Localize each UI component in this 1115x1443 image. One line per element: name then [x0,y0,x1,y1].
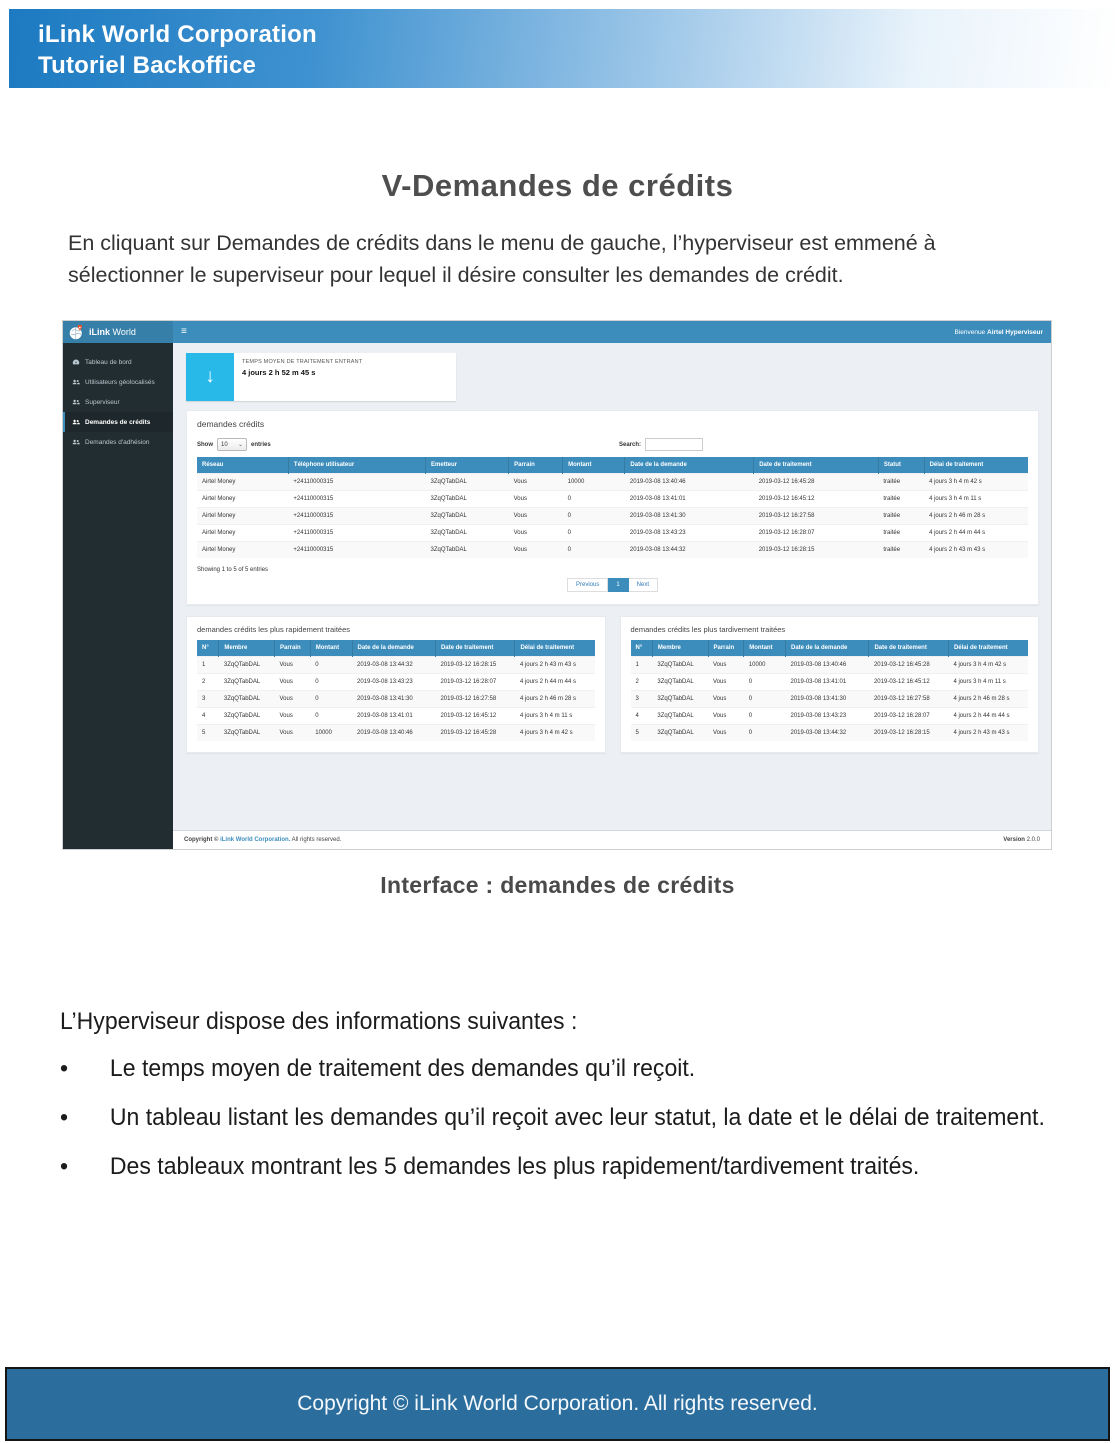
cell: 0 [744,674,786,691]
cell: 4 jours 2 h 43 m 43 s [515,657,595,674]
cell: 3ZqQTabDAL [219,674,275,691]
cell: 0 [744,708,786,725]
page-1-button[interactable]: 1 [608,578,628,592]
cell: 4 jours 3 h 4 m 42 s [924,474,1028,491]
cell: 2019-03-12 16:45:12 [869,674,949,691]
brand-name: iLink World [89,327,136,337]
cell: 4 jours 2 h 44 m 44 s [924,525,1028,542]
search-label: Search: [618,441,641,448]
header-cell[interactable]: Emetteur [426,457,509,474]
cell: 3ZqQTabDAL [652,657,708,674]
cell: 4 jours 2 h 43 m 43 s [948,725,1028,742]
table-row [197,525,1028,542]
slowest-processed-table [631,640,1029,741]
header-cell[interactable]: Date de la demande [625,457,754,474]
content-area [173,343,1051,849]
figure-caption: Interface : demandes de crédits [380,872,735,898]
cell: 4 jours 3 h 4 m 11 s [924,491,1028,508]
ilink-corporation-link[interactable]: iLink World Corporation. [220,837,291,843]
cell: 10000 [744,657,786,674]
cell: 2019-03-08 13:40:46 [352,725,435,742]
cell: Airtel Money [197,542,288,559]
panel-title: demandes crédits les plus tardivement traitées [630,625,786,634]
table-row [197,491,1028,508]
table-row [631,725,1029,742]
cell: 3ZqQTabDAL [426,542,509,559]
infobox-label: TEMPS MOYEN DE TRAITEMENT ENTRANT [242,359,363,365]
header-cell[interactable]: Membre [652,640,708,657]
slowest-processed-panel [620,616,1040,753]
cell: 0 [563,508,625,525]
table-row [631,691,1029,708]
down-arrow-icon: ↓ [186,353,234,401]
cell: 2019-03-12 16:28:15 [754,542,879,559]
users-icon [72,418,80,426]
cell: 2019-03-08 13:41:30 [352,691,435,708]
cell: 2019-03-12 16:45:12 [435,708,515,725]
app-navbar [63,321,1051,343]
cell: 2019-03-08 13:43:23 [352,674,435,691]
bullet-text: Un tableau listant les demandes qu’il reçoit avec leur statut, la date et le délai de traitement. [109,1104,1045,1131]
header-cell[interactable]: Statut [878,457,924,474]
cell: 4 jours 2 h 44 m 44 s [948,708,1028,725]
cell: 10000 [563,474,625,491]
cell: Vous [708,708,744,725]
cell: 2019-03-12 16:28:15 [869,725,949,742]
cell: Vous [509,508,563,525]
header-cell[interactable]: Membre [219,640,275,657]
cell: 2019-03-12 16:28:15 [435,657,515,674]
cell: 3 [197,691,219,708]
header-cell[interactable]: Date de la demande [786,640,869,657]
cell: 2 [631,674,653,691]
sidebar-item-demandes-d-adhesion[interactable]: Demandes d'adhésion [63,432,173,452]
cell: 2019-03-12 16:28:07 [435,674,515,691]
chevron-down-icon: ⌄ [237,442,243,448]
table-header-row [197,457,1028,474]
cell: 2019-03-08 13:43:23 [786,708,869,725]
cell: 0 [744,691,786,708]
cell: Vous [708,691,744,708]
cell: 5 [631,725,653,742]
doc-header-line2: Tutoriel Backoffice [38,51,257,79]
cell: Vous [708,657,744,674]
show-entries-control: Show 10 ⌄ entries [197,438,271,451]
cell: 2019-03-08 13:40:46 [625,474,754,491]
gauge-icon [72,358,80,366]
cell: Vous [509,491,563,508]
header-cell[interactable]: Délai de traitement [948,640,1028,657]
cell: Vous [275,657,311,674]
panel-title: demandes crédits [197,419,265,429]
demandes-credits-panel [186,410,1039,605]
cell: Airtel Money [197,508,288,525]
doc-header-line1: iLink World Corporation [38,21,317,48]
cell: 3ZqQTabDAL [652,725,708,742]
cell: 2019-03-12 16:45:28 [435,725,515,742]
backoffice-screenshot [62,320,1052,850]
cell: 2019-03-08 13:41:01 [352,708,435,725]
search-control [619,438,703,451]
cell: 0 [310,691,352,708]
infobox-value: 4 jours 2 h 52 m 45 s [242,368,316,377]
sidebar-item-demandes-de-credits[interactable]: Demandes de crédits [63,412,173,432]
bullet-text: Le temps moyen de traitement des demandes qu’il reçoit. [109,1055,696,1082]
cell: 2019-03-12 16:45:28 [869,657,949,674]
cell: 3ZqQTabDAL [426,525,509,542]
cell: 4 jours 3 h 4 m 11 s [515,708,595,725]
panel-title: demandes crédits les plus rapidement traitées [197,625,350,634]
cell: +24110000315 [288,508,425,525]
app-version: Version 2.0.0 [1003,837,1040,843]
cell: traitée [878,542,924,559]
cell: 4 jours 3 h 4 m 42 s [948,657,1028,674]
cell: Vous [708,725,744,742]
list-item [60,1104,1058,1132]
cell: Vous [275,691,311,708]
cell: 0 [563,542,625,559]
cell: Vous [275,674,311,691]
table-row [197,725,595,742]
cell: Vous [509,542,563,559]
info-heading: L’Hyperviseur dispose des informations suivantes : [60,1008,578,1035]
fastest-processed-panel [186,616,606,753]
users-icon [72,398,80,406]
cell: Vous [509,474,563,491]
previous-page-button[interactable]: Previous [567,578,608,592]
sidebar-item-utilisateurs-geolocalises[interactable]: Utilisateurs géolocalisés [63,372,173,392]
header-cell[interactable]: Parrain [509,457,563,474]
doc-header-banner [9,9,1115,88]
cell: 0 [310,674,352,691]
sidebar-item-superviseur[interactable]: Superviseur [63,392,173,412]
users-icon [72,378,80,386]
cell: 0 [563,525,625,542]
header-cell[interactable]: N° [631,640,653,657]
search-input[interactable] [645,438,703,451]
cell: +24110000315 [288,542,425,559]
cell: 0 [563,491,625,508]
cell: Vous [275,725,311,742]
cell: 3ZqQTabDAL [219,691,275,708]
cell: 2 [197,674,219,691]
cell: Airtel Money [197,491,288,508]
page-title: V-Demandes de crédits [381,168,734,203]
cell: 10000 [310,725,352,742]
cell: 3ZqQTabDAL [652,691,708,708]
welcome-text: Bienvenue Airtel Hyperviseur [954,328,1043,336]
cell: 1 [631,657,653,674]
cell: 2019-03-08 13:41:01 [625,491,754,508]
header-cell[interactable]: Téléphone utilisateur [288,457,425,474]
cell: 3ZqQTabDAL [652,708,708,725]
table-row [631,657,1029,674]
cell: 4 jours 2 h 46 m 28 s [515,691,595,708]
cell: 2019-03-12 16:28:07 [869,708,949,725]
sidebar-item-tableau-de-bord[interactable]: Tableau de bord [63,352,173,372]
cell: +24110000315 [288,525,425,542]
header-cell[interactable]: Parrain [275,640,311,657]
cell: 4 jours 2 h 44 m 44 s [515,674,595,691]
cell: 2019-03-08 13:44:32 [625,542,754,559]
globe-pin-logo-icon [69,325,84,340]
cell: 4 jours 3 h 4 m 11 s [948,674,1028,691]
pagination [197,578,1028,592]
avg-processing-time-infobox [186,353,456,401]
sidebar [63,343,173,849]
table-row [197,508,1028,525]
cell: 3ZqQTabDAL [219,708,275,725]
bullet-icon: • [60,1153,69,1180]
table-header-row [631,640,1029,657]
next-page-button[interactable]: Next [629,578,658,592]
cell: 1 [197,657,219,674]
cell: 3ZqQTabDAL [219,725,275,742]
cell: 3ZqQTabDAL [426,474,509,491]
cell: 3ZqQTabDAL [219,657,275,674]
header-cell[interactable]: Date de la demande [352,640,435,657]
cell: traitée [878,525,924,542]
cell: 4 jours 2 h 43 m 43 s [924,542,1028,559]
cell: 2019-03-08 13:41:30 [625,508,754,525]
cell: 0 [310,657,352,674]
cell: 3 [631,691,653,708]
bullet-icon: • [60,1055,69,1082]
users-icon [72,438,80,446]
header-cell[interactable]: Montant [744,640,786,657]
table-header-row [197,640,595,657]
cell: +24110000315 [288,491,425,508]
table-row [197,691,595,708]
header-cell[interactable]: N° [197,640,219,657]
header-cell[interactable]: Date de traitement [754,457,879,474]
header-cell[interactable]: Parrain [708,640,744,657]
cell: Airtel Money [197,474,288,491]
cell: 3ZqQTabDAL [652,674,708,691]
bullet-icon: • [60,1104,69,1131]
cell: 2019-03-08 13:43:23 [625,525,754,542]
cell: 2019-03-08 13:41:01 [786,674,869,691]
cell: 3ZqQTabDAL [426,491,509,508]
header-cell[interactable]: Montant [563,457,625,474]
demandes-credits-table [197,457,1028,558]
cell: 2019-03-08 13:44:32 [352,657,435,674]
cell: 2019-03-12 16:28:07 [754,525,879,542]
header-cell[interactable]: Montant [310,640,352,657]
cell: traitée [878,474,924,491]
app-copyright: Copyright © iLink World Corporation. All rights reserved. [184,837,342,843]
table-row [197,708,595,725]
cell: 2019-03-12 16:45:28 [754,474,879,491]
cell: Vous [509,525,563,542]
cell: traitée [878,491,924,508]
page-size-select[interactable]: 10 ⌄ [217,438,247,451]
cell: 2019-03-08 13:41:30 [786,691,869,708]
table-summary: Showing 1 to 5 of 5 entries [197,567,269,573]
app-footer [173,830,1051,849]
cell: 4 [631,708,653,725]
cell: traitée [878,508,924,525]
cell: 2019-03-12 16:45:12 [754,491,879,508]
bullet-text: Des tableaux montrant les 5 demandes les plus rapidement/tardivement traités. [109,1153,920,1180]
cell: 2019-03-12 16:27:58 [869,691,949,708]
app-logo[interactable] [63,321,173,343]
table-row [197,674,595,691]
doc-footer-bar [5,1367,1110,1441]
cell: Vous [708,674,744,691]
cell: 3ZqQTabDAL [426,508,509,525]
current-user: Airtel Hyperviseur [987,328,1043,336]
cell: 0 [310,708,352,725]
doc-copyright: Copyright © iLink World Corporation. All rights reserved. [297,1392,818,1415]
table-row [197,657,595,674]
cell: Airtel Money [197,525,288,542]
header-cell[interactable]: Délai de traitement [924,457,1028,474]
table-row [631,674,1029,691]
table-row [197,542,1028,559]
header-cell[interactable]: Réseau [197,457,288,474]
cell: +24110000315 [288,474,425,491]
list-item [60,1153,1058,1181]
cell: 4 jours 2 h 46 m 28 s [948,691,1028,708]
menu-toggle-icon[interactable]: ≡ [181,326,187,337]
header-cell[interactable]: Date de traitement [869,640,949,657]
cell: 5 [197,725,219,742]
cell: 2019-03-12 16:27:58 [754,508,879,525]
navbar-main [173,321,1051,343]
header-cell[interactable]: Délai de traitement [515,640,595,657]
cell: 2019-03-12 16:27:58 [435,691,515,708]
cell: Vous [275,708,311,725]
cell: 2019-03-08 13:44:32 [786,725,869,742]
cell: 4 jours 2 h 46 m 28 s [924,508,1028,525]
info-section [60,1008,1058,1202]
cell: 0 [744,725,786,742]
table-row [631,708,1029,725]
fastest-processed-table [197,640,595,741]
intro-paragraph: En cliquant sur Demandes de crédits dans le menu de gauche, l’hyperviseur est emmené à sélectionner le superviseur pour lequel il désire consulter les demandes de crédit. [68,231,936,288]
header-cell[interactable]: Date de traitement [435,640,515,657]
cell: 4 [197,708,219,725]
cell: 2019-03-08 13:40:46 [786,657,869,674]
cell: 4 jours 3 h 4 m 42 s [515,725,595,742]
table-row [197,474,1028,491]
list-item [60,1055,1058,1083]
